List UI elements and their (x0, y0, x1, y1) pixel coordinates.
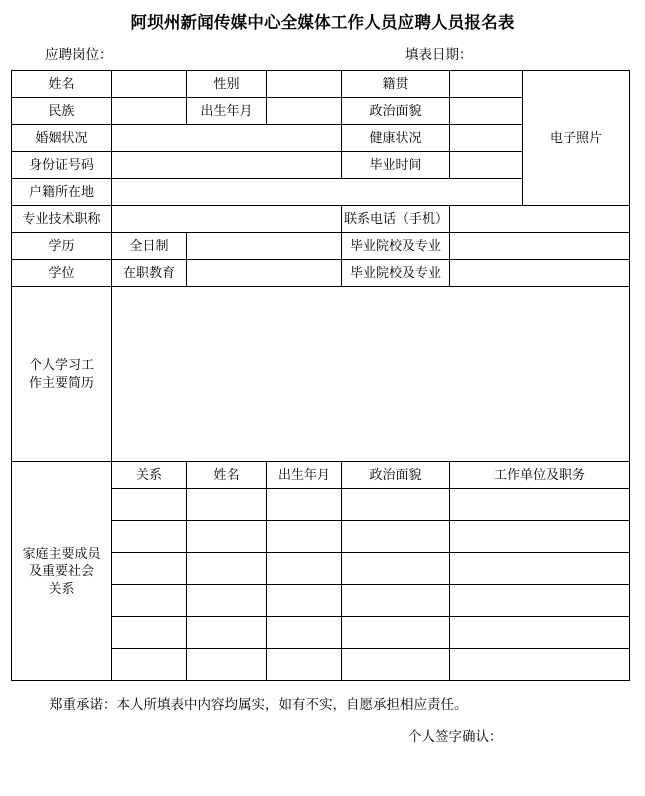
family-cell-workplace[interactable] (450, 649, 630, 681)
meta-row (0, 43, 645, 67)
field-personal-resume[interactable] (112, 287, 630, 462)
label-residence: 户籍所在地 (12, 179, 112, 206)
field-native-place[interactable] (450, 71, 523, 98)
form-date-label: 填表日期： (405, 47, 473, 62)
field-gender[interactable] (267, 71, 342, 98)
label-health-status: 健康状况 (342, 125, 450, 152)
label-family-members-line2: 及重要社会 (28, 563, 94, 579)
family-cell-workplace[interactable] (450, 585, 630, 617)
position-applied-label: 应聘岗位： (45, 47, 113, 62)
label-school-fulltime: 毕业院校及专业 (342, 233, 450, 260)
family-cell-workplace[interactable] (450, 521, 630, 553)
family-cell-political[interactable] (342, 617, 450, 649)
label-birth-date: 出生年月 (187, 98, 267, 125)
family-cell-workplace[interactable] (450, 489, 630, 521)
family-cell-birth[interactable] (267, 617, 342, 649)
field-id-number[interactable] (112, 152, 342, 179)
family-cell-relation[interactable] (112, 585, 187, 617)
field-political-status[interactable] (450, 98, 523, 125)
label-political-status: 政治面貌 (342, 98, 450, 125)
family-cell-political[interactable] (342, 521, 450, 553)
field-phone[interactable] (450, 206, 630, 233)
family-cell-name[interactable] (187, 489, 267, 521)
photo-cell[interactable]: 电子照片 (523, 71, 630, 206)
family-col-name: 姓名 (187, 462, 267, 489)
field-school-fulltime[interactable] (450, 233, 630, 260)
field-marital-status[interactable] (112, 125, 342, 152)
label-family-members-line1: 家庭主要成员 (22, 545, 101, 561)
label-professional-title: 专业技术职称 (12, 206, 112, 233)
field-health-status[interactable] (450, 125, 523, 152)
label-gender: 性别 (187, 71, 267, 98)
family-cell-relation[interactable] (112, 521, 187, 553)
family-cell-name[interactable] (187, 585, 267, 617)
label-family-members-line3: 关系 (48, 580, 75, 596)
application-form-table (11, 70, 630, 681)
family-cell-relation[interactable] (112, 489, 187, 521)
page-title: 阿坝州新闻传媒中心全媒体工作人员应聘人员报名表 (130, 14, 515, 32)
field-professional-title[interactable] (112, 206, 342, 233)
family-col-political: 政治面貌 (342, 462, 450, 489)
family-col-workplace: 工作单位及职务 (450, 462, 630, 489)
family-cell-name[interactable] (187, 521, 267, 553)
label-marital-status: 婚姻状况 (12, 125, 112, 152)
label-personal-resume-line1: 个人学习工 (28, 357, 94, 373)
field-inservice-education[interactable] (187, 260, 342, 287)
family-cell-birth[interactable] (267, 521, 342, 553)
field-name[interactable] (112, 71, 187, 98)
family-cell-political[interactable] (342, 649, 450, 681)
family-cell-political[interactable] (342, 489, 450, 521)
signature-label: 个人签字确认： (408, 729, 503, 744)
family-header-row (12, 462, 630, 489)
label-id-number: 身份证号码 (12, 152, 112, 179)
field-school-inservice[interactable] (450, 260, 630, 287)
field-fulltime-education[interactable] (187, 233, 342, 260)
family-cell-political[interactable] (342, 585, 450, 617)
label-native-place: 籍贯 (342, 71, 450, 98)
label-personal-resume (12, 287, 112, 462)
family-cell-birth[interactable] (267, 585, 342, 617)
pledge-text: 郑重承诺：本人所填表中内容均属实，如有不实，自愿承担相应责任。 (49, 697, 468, 712)
label-inservice: 在职教育 (112, 260, 187, 287)
table-row-degree (12, 260, 630, 287)
label-degree: 学位 (12, 260, 112, 287)
family-cell-relation[interactable] (112, 649, 187, 681)
field-graduation-time[interactable] (450, 152, 523, 179)
family-cell-birth[interactable] (267, 489, 342, 521)
table-row-resume (12, 287, 630, 462)
label-graduation-time: 毕业时间 (342, 152, 450, 179)
label-phone: 联系电话（手机） (342, 206, 450, 233)
table-row-education (12, 233, 630, 260)
table-row-professional-title (12, 206, 630, 233)
field-birth-date[interactable] (267, 98, 342, 125)
family-cell-workplace[interactable] (450, 617, 630, 649)
family-col-birth: 出生年月 (267, 462, 342, 489)
family-cell-birth[interactable] (267, 553, 342, 585)
family-cell-name[interactable] (187, 617, 267, 649)
family-cell-birth[interactable] (267, 649, 342, 681)
field-ethnicity[interactable] (112, 98, 187, 125)
label-education: 学历 (12, 233, 112, 260)
family-cell-relation[interactable] (112, 617, 187, 649)
family-cell-relation[interactable] (112, 553, 187, 585)
label-personal-resume-line2: 作主要简历 (28, 375, 94, 390)
table-row-name (12, 71, 630, 98)
label-family-members (12, 462, 112, 681)
footer (0, 693, 645, 753)
family-cell-workplace[interactable] (450, 553, 630, 585)
field-residence[interactable] (112, 179, 523, 206)
label-name: 姓名 (12, 71, 112, 98)
family-col-relation: 关系 (112, 462, 187, 489)
family-cell-political[interactable] (342, 553, 450, 585)
family-cell-name[interactable] (187, 649, 267, 681)
label-fulltime: 全日制 (112, 233, 187, 260)
label-ethnicity: 民族 (12, 98, 112, 125)
family-cell-name[interactable] (187, 553, 267, 585)
label-school-inservice: 毕业院校及专业 (342, 260, 450, 287)
